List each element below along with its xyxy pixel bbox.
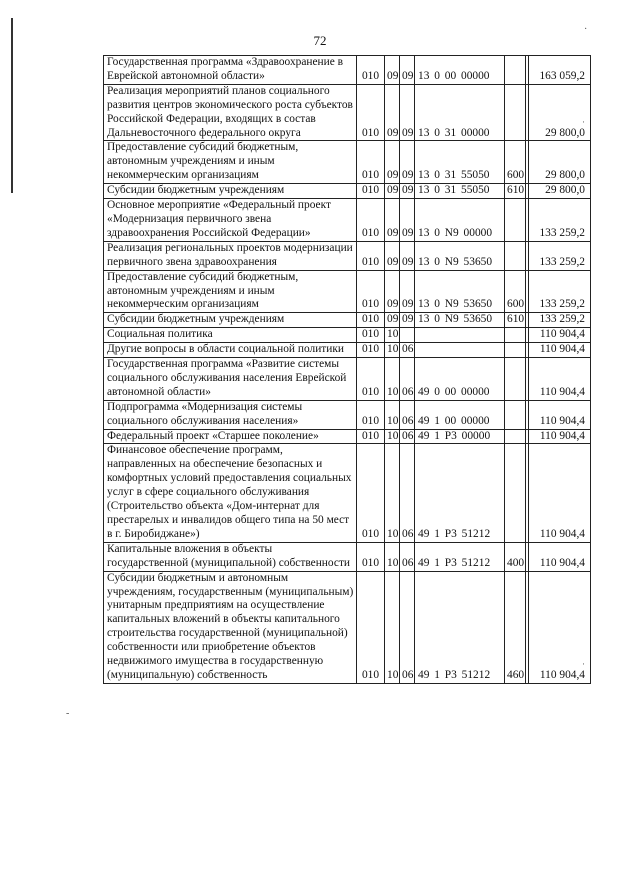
subsection-code-cell: 06	[400, 542, 415, 571]
table-row	[104, 444, 591, 542]
subsection-code-cell: 09	[400, 84, 415, 141]
section-code-cell: 09	[385, 84, 400, 141]
amount-value: 133 259,2	[539, 313, 585, 326]
row-name: Реализация региональных проектов модернизации первичного звена здравоохранения	[107, 241, 353, 268]
row-name-cell	[104, 429, 357, 444]
subsection-code-cell: 06	[400, 444, 415, 542]
table-row	[104, 184, 591, 199]
page-number: 72	[313, 33, 327, 48]
grbs-code-cell: 010	[357, 358, 385, 401]
amount-cell	[529, 241, 591, 270]
amount-cell	[529, 328, 591, 343]
table-row	[104, 328, 591, 343]
amount-value: 163 059,2	[539, 69, 585, 82]
subsection-code-cell: 09	[400, 141, 415, 184]
amount-cell	[529, 358, 591, 401]
grbs-code-cell: 010	[357, 542, 385, 571]
table-row	[104, 141, 591, 184]
amount-value: 110 904,4	[539, 668, 585, 681]
row-name-cell	[104, 141, 357, 184]
section-code-cell: 09	[385, 199, 400, 242]
section-code-cell: 10	[385, 571, 400, 683]
amount-cell	[529, 429, 591, 444]
expense-type-code-cell: 460	[505, 571, 526, 683]
amount-cell	[529, 270, 591, 313]
section-code-cell: 10	[385, 429, 400, 444]
amount-value: 133 259,2	[539, 255, 585, 268]
grbs-code-cell: 010	[357, 571, 385, 683]
amount-cell	[529, 56, 591, 85]
subsection-code-cell: 09	[400, 241, 415, 270]
amount-cell	[529, 184, 591, 199]
target-article-code-cell	[415, 328, 505, 343]
amount-margin-mark: ·	[582, 658, 585, 669]
expense-type-code-cell	[505, 56, 526, 85]
section-code-cell: 10	[385, 444, 400, 542]
grbs-code-cell: 010	[357, 184, 385, 199]
row-name: Капитальные вложения в объекты государственной (муниципальной) собственности	[107, 542, 351, 569]
row-name: Государственная программа «Здравоохранение в Еврейской автономной области»	[107, 56, 344, 82]
expense-type-code-cell	[505, 328, 526, 343]
amount-cell	[529, 343, 591, 358]
target-article-code-cell: 49 1 P3 00000	[415, 429, 505, 444]
table-row	[104, 400, 591, 429]
target-article-code-cell: 13 0 31 00000	[415, 84, 505, 141]
subsection-code-cell: 09	[400, 184, 415, 199]
subsection-code-cell: 06	[400, 343, 415, 358]
subsection-code-cell	[400, 328, 415, 343]
expense-type-code-cell: 600	[505, 270, 526, 313]
subsection-code-cell: 09	[400, 56, 415, 85]
row-name: Предоставление субсидий бюджетным, автономным учреждениям и иным некоммерческим организациям	[107, 141, 299, 182]
row-name-cell	[104, 184, 357, 199]
target-article-code-cell: 13 0 N9 00000	[415, 199, 505, 242]
row-name: Субсидии бюджетным учреждениям	[107, 313, 285, 326]
amount-cell	[529, 571, 591, 683]
amount-value: 110 904,4	[539, 343, 585, 356]
row-name: Федеральный проект «Старшее поколение»	[107, 429, 319, 442]
grbs-code-cell: 010	[357, 429, 385, 444]
expense-type-code-cell	[505, 358, 526, 401]
target-article-code-cell: 49 1 00 00000	[415, 400, 505, 429]
grbs-code-cell: 010	[357, 141, 385, 184]
row-name-cell	[104, 270, 357, 313]
amount-value: 110 904,4	[539, 328, 585, 341]
subsection-code-cell: 06	[400, 400, 415, 429]
grbs-code-cell: 010	[357, 444, 385, 542]
expense-type-code-cell	[505, 84, 526, 141]
target-article-code-cell: 49 1 P3 51212	[415, 542, 505, 571]
section-code-cell: 09	[385, 241, 400, 270]
expense-type-code-cell	[505, 400, 526, 429]
table-row	[104, 270, 591, 313]
section-code-cell: 10	[385, 328, 400, 343]
amount-value: 110 904,4	[539, 429, 585, 442]
section-code-cell: 10	[385, 343, 400, 358]
subsection-code-cell: 06	[400, 571, 415, 683]
amount-margin-mark: ·	[582, 116, 585, 127]
section-code-cell: 09	[385, 141, 400, 184]
row-name-cell	[104, 241, 357, 270]
target-article-code-cell: 13 0 N9 53650	[415, 241, 505, 270]
row-name-cell	[104, 313, 357, 328]
row-name-cell	[104, 328, 357, 343]
amount-cell	[529, 313, 591, 328]
amount-value: 133 259,2	[539, 226, 585, 239]
amount-cell	[529, 141, 591, 184]
corner-margin-mark: ·	[584, 24, 588, 35]
expense-type-code-cell	[505, 343, 526, 358]
expense-type-code-cell	[505, 241, 526, 270]
row-name-cell	[104, 84, 357, 141]
amount-value: 29 800,0	[545, 169, 585, 182]
row-name-cell	[104, 444, 357, 542]
expense-type-code-cell: 600	[505, 141, 526, 184]
amount-value: 110 904,4	[539, 414, 585, 427]
table-row	[104, 241, 591, 270]
row-name: Субсидии бюджетным и автономным учреждениям, государственным (муниципальным) унитарным предприятиям на осуществление капитальных вложений в объекты капитального строительства государственной (муниципальной) собственности или приобретение объектов недвижимого имущества в государственную (муниципальную) собственность	[107, 571, 354, 681]
amount-value: 133 259,2	[539, 298, 585, 311]
amount-cell	[529, 199, 591, 242]
table-row	[104, 199, 591, 242]
amount-cell	[529, 542, 591, 571]
amount-cell	[529, 400, 591, 429]
subsection-code-cell: 09	[400, 270, 415, 313]
subsection-code-cell: 09	[400, 313, 415, 328]
table-row	[104, 84, 591, 141]
grbs-code-cell: 010	[357, 313, 385, 328]
row-name: Предоставление субсидий бюджетным, автономным учреждениям и иным некоммерческим организациям	[107, 270, 299, 311]
section-code-cell: 10	[385, 358, 400, 401]
expense-type-code-cell: 610	[505, 313, 526, 328]
expense-type-code-cell: 610	[505, 184, 526, 199]
row-name-cell	[104, 358, 357, 401]
section-code-cell: 10	[385, 542, 400, 571]
row-name-cell	[104, 400, 357, 429]
row-name-cell	[104, 343, 357, 358]
section-code-cell: 10	[385, 400, 400, 429]
table-row	[104, 358, 591, 401]
side-margin-mark: -	[66, 708, 70, 719]
target-article-code-cell: 13 0 31 55050	[415, 141, 505, 184]
target-article-code-cell: 49 1 P3 51212	[415, 571, 505, 683]
table-row	[104, 429, 591, 444]
row-name: Государственная программа «Развитие системы социального обслуживания населения Еврейской автономной области»	[107, 358, 347, 398]
budget-table	[103, 55, 591, 684]
grbs-code-cell: 010	[357, 84, 385, 141]
amount-value: 110 904,4	[539, 385, 585, 398]
section-code-cell: 09	[385, 270, 400, 313]
row-name-cell	[104, 571, 357, 683]
grbs-code-cell: 010	[357, 343, 385, 358]
grbs-code-cell: 010	[357, 270, 385, 313]
row-name: Другие вопросы в области социальной политики	[107, 343, 344, 356]
target-article-code-cell: 13 0 31 55050	[415, 184, 505, 199]
subsection-code-cell: 06	[400, 358, 415, 401]
grbs-code-cell: 010	[357, 56, 385, 85]
target-article-code-cell: 49 1 P3 51212	[415, 444, 505, 542]
target-article-code-cell	[415, 343, 505, 358]
target-article-code-cell: 49 0 00 00000	[415, 358, 505, 401]
section-code-cell: 09	[385, 313, 400, 328]
table-row	[104, 343, 591, 358]
target-article-code-cell: 13 0 N9 53650	[415, 270, 505, 313]
row-name: Реализация мероприятий планов социального развития центров экономического роста субъектов Российской Федерации, входящих в состав Дальневосточного федерального округа	[107, 84, 353, 139]
expense-type-code-cell	[505, 429, 526, 444]
grbs-code-cell: 010	[357, 199, 385, 242]
row-name: Субсидии бюджетным учреждениям	[107, 184, 285, 197]
expense-type-code-cell: 400	[505, 542, 526, 571]
row-name-cell	[104, 56, 357, 85]
row-name: Социальная политика	[107, 328, 213, 341]
table-row	[104, 571, 591, 683]
table-row	[104, 56, 591, 85]
target-article-code-cell: 13 0 N9 53650	[415, 313, 505, 328]
amount-value: 110 904,4	[539, 527, 585, 540]
amount-cell	[529, 444, 591, 542]
section-code-cell: 09	[385, 184, 400, 199]
row-name: Основное мероприятие «Федеральный проект «Модернизация первичного звена здравоохранения Российской Федерации»	[107, 199, 331, 239]
row-name: Подпрограмма «Модернизация системы социального обслуживания населения»	[107, 400, 303, 427]
table-row	[104, 542, 591, 571]
expense-type-code-cell	[505, 444, 526, 542]
amount-value: 29 800,0	[545, 126, 585, 139]
grbs-code-cell: 010	[357, 241, 385, 270]
row-name-cell	[104, 542, 357, 571]
amount-cell	[529, 84, 591, 141]
grbs-code-cell: 010	[357, 400, 385, 429]
amount-value: 110 904,4	[539, 556, 585, 569]
grbs-code-cell: 010	[357, 328, 385, 343]
amount-value: 29 800,0	[545, 184, 585, 197]
row-name-cell	[104, 199, 357, 242]
subsection-code-cell: 09	[400, 199, 415, 242]
section-code-cell: 09	[385, 56, 400, 85]
row-name: Финансовое обеспечение программ, направленных на обеспечение безопасных и комфортных условий предоставления социальных услуг в сфере социального обслуживания (Строительство объекта «Дом-интернат для престарелых и инвалидов общего типа на 50 мест в г. Биробиджане»)	[107, 444, 352, 540]
budget-table-body	[104, 56, 591, 684]
table-row	[104, 313, 591, 328]
expense-type-code-cell	[505, 199, 526, 242]
subsection-code-cell: 06	[400, 429, 415, 444]
target-article-code-cell: 13 0 00 00000	[415, 56, 505, 85]
